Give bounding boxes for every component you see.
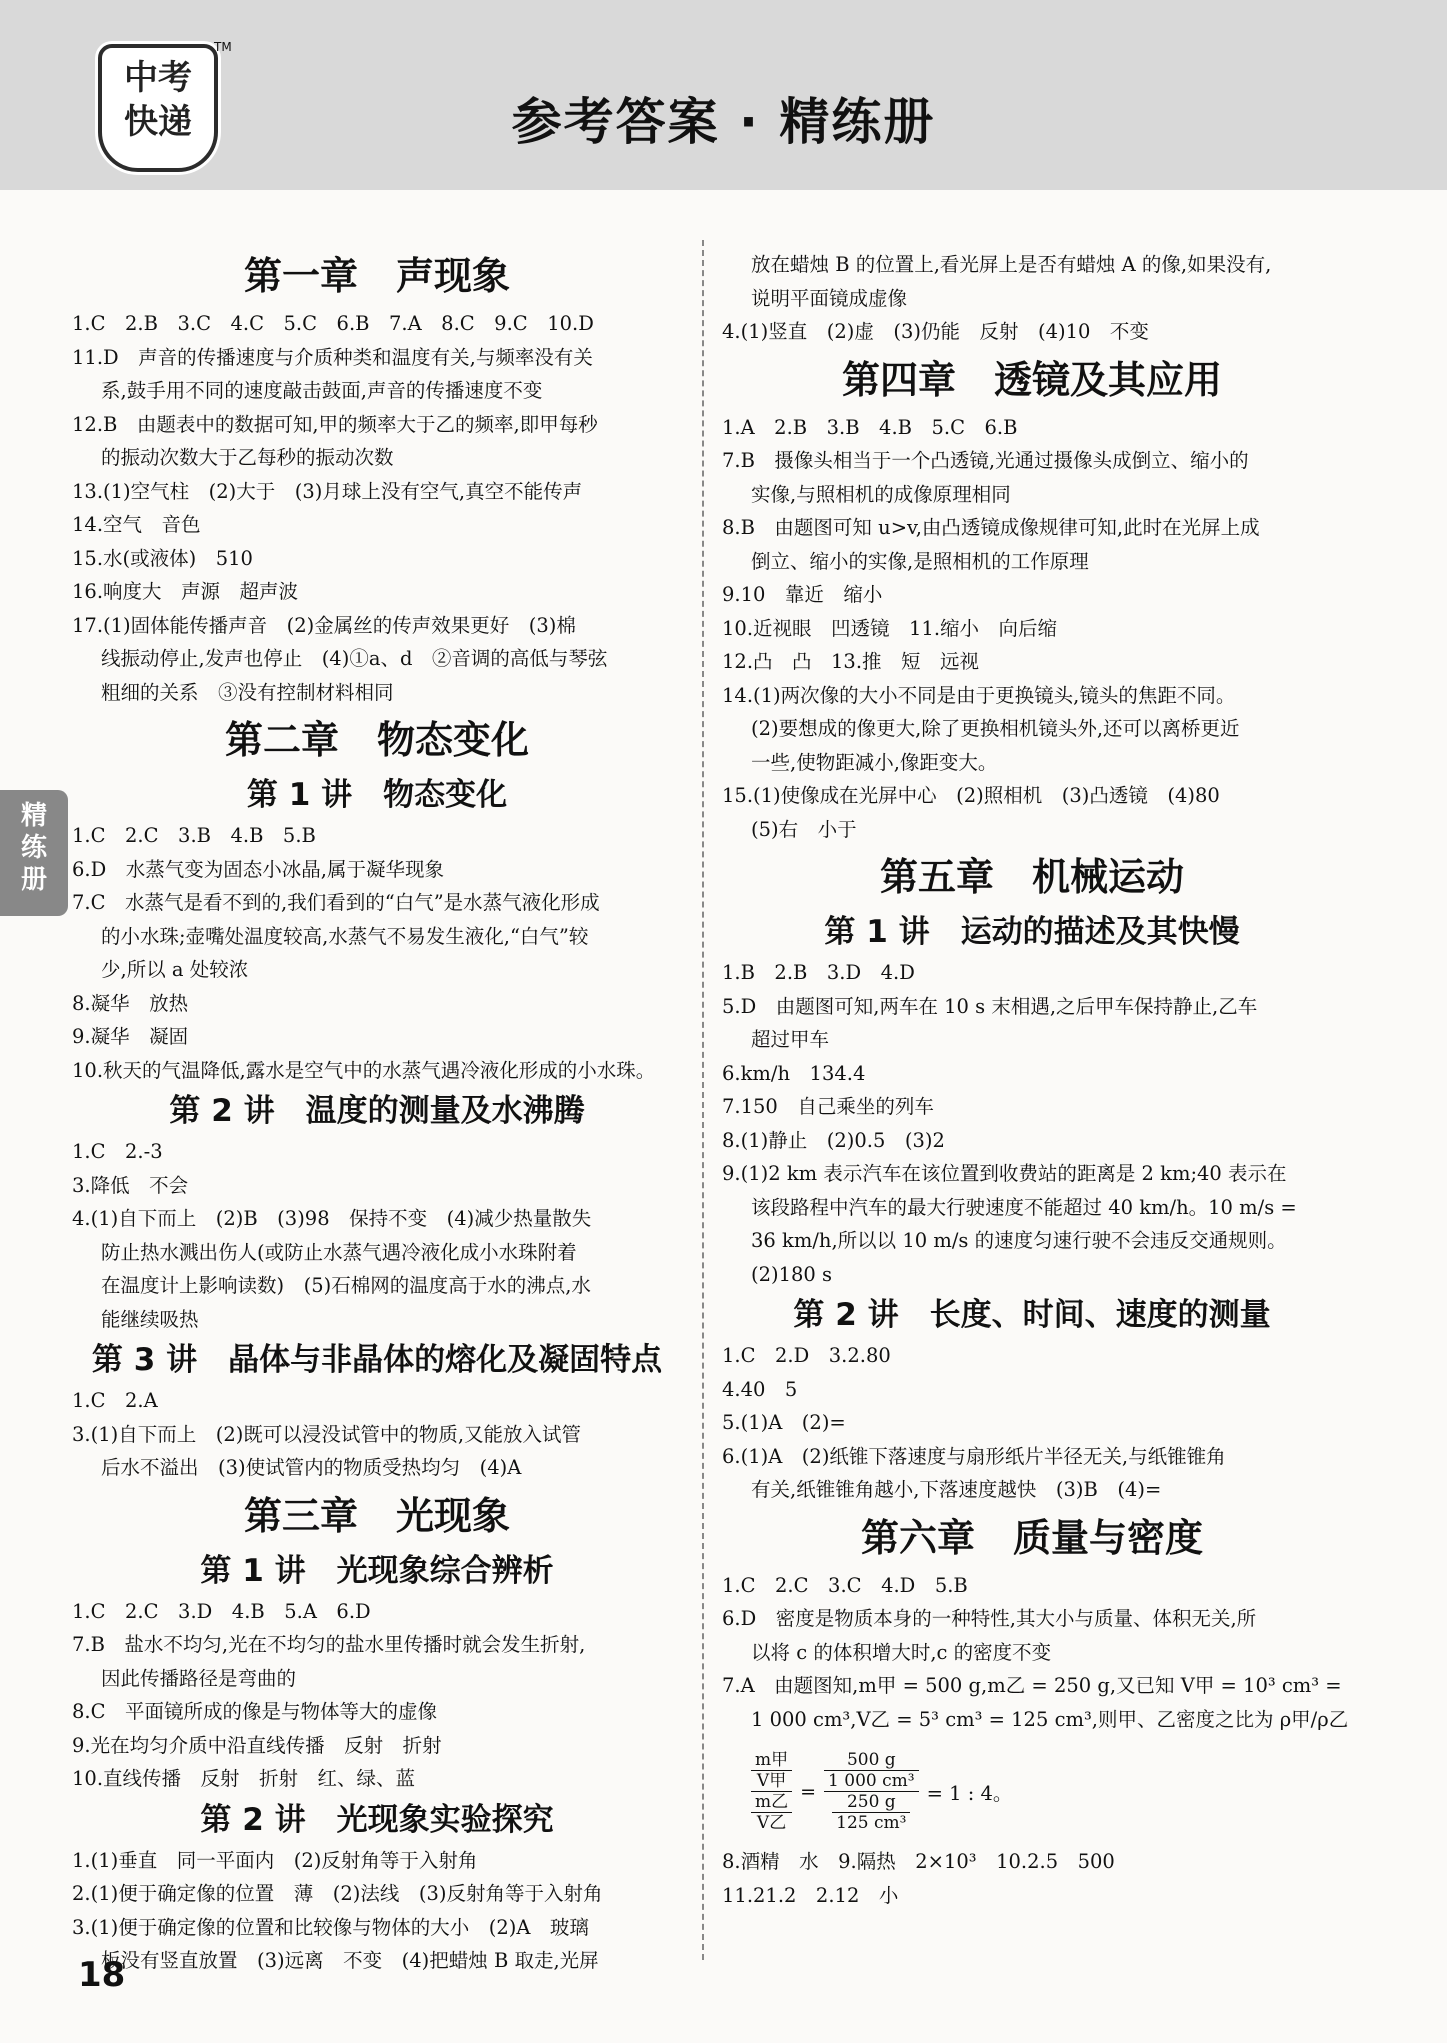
answer-line: (2)要想成的像更大,除了更换相机镜头外,还可以离桥更近 — [751, 717, 1240, 740]
answer-line: 8.(1)静止 (2)0.5 (3)2 — [722, 1128, 945, 1152]
lecture-title: 第 2 讲 光现象实验探究 — [200, 1801, 554, 1838]
chapter-title: 第二章 物态变化 — [224, 718, 529, 762]
density-ratio-formula: $\frac{\frac{\text{m甲}}{\text{V甲}}}{\frac{\text{m乙}}{\text{V乙}}}$ = $\frac{\frac{500 g}{\text{1 000 cm³}}}{\frac{250 g}{\text{125 cm³}}}$ = 1 : 4。 — [722, 1750, 1342, 1833]
mass-yi: m乙 — [751, 1792, 792, 1813]
answer-line: 倒立、缩小的实像,是照相机的工作原理 — [751, 549, 1089, 573]
chapter-title: 第四章 透镜及其应用 — [841, 357, 1222, 402]
answer-line: 17.(1)固体能传播声音 (2)金属丝的传声效果更好 (3)棉 — [72, 613, 576, 637]
answer-list — [72, 307, 682, 709]
answer-line: 有关,纸锥锥角越小,下落速度越快 (3)B (4)= — [751, 1478, 1162, 1501]
answer-line: 14.(1)两次像的大小不同是由于更换镜头,镜头的焦距不同。 — [722, 683, 1236, 707]
logo-text-bottom: 快递 — [124, 102, 192, 142]
answer-line: 的振动次数大于乙每秒的振动次数 — [101, 446, 394, 469]
answer-line: 以将 c 的体积增大时,c 的密度不变 — [751, 1640, 1052, 1664]
answer-line: 1.A 2.B 3.B 4.B 5.C 6.B — [722, 415, 1018, 439]
answer-line: 9.(1)2 km 表示汽车在该位置到收费站的距离是 2 km;40 表示在 — [722, 1162, 1287, 1185]
volume-jia: V甲 — [756, 1771, 787, 1791]
answer-line: 16.响度大 声源 超声波 — [72, 580, 299, 603]
answer-line: 防止热水溅出伤人(或防止水蒸气遇冷液化成小水珠附着 — [101, 1240, 577, 1264]
answer-line: 超过甲车 — [751, 1028, 830, 1051]
value-d2: 125 cm³ — [836, 1813, 907, 1833]
answer-list — [722, 1845, 1342, 1912]
answer-line: 一些,使物距减小,像距变大。 — [751, 750, 998, 774]
lecture-title: 第 1 讲 物态变化 — [246, 777, 508, 813]
lecture-title: 第 1 讲 运动的描述及其快慢 — [824, 914, 1240, 950]
answer-line: 因此传播路径是弯曲的 — [101, 1666, 297, 1690]
column-divider — [702, 240, 704, 1960]
answer-line: 5.(1)A (2)= — [722, 1411, 846, 1434]
answer-line: 1.C 2.C 3.B 4.B 5.B — [72, 824, 316, 847]
ratio-left — [751, 1750, 792, 1833]
answer-line: 3.降低 不会 — [72, 1173, 189, 1197]
answer-line: 15.水(或液体) 510 — [72, 546, 253, 570]
answer-list — [722, 1569, 1349, 1737]
side-tab-jinglian — [0, 790, 68, 916]
answer-line: 4.(1)竖直 (2)虚 (3)仍能 反射 (4)10 不变 — [722, 320, 1149, 343]
right-column — [722, 248, 1349, 1912]
answer-line: 9.光在均匀介质中沿直线传播 反射 折射 — [72, 1733, 442, 1757]
answer-line: 8.B 由题图可知 u>v,由凸透镜成像规律可知,此时在光屏上成 — [722, 516, 1260, 539]
answer-line: 15.(1)使像成在光屏中心 (2)照相机 (3)凸透镜 (4)80 — [722, 784, 1220, 807]
answer-line: 12.凸 凸 13.推 短 远视 — [722, 650, 980, 673]
lecture-title: 第 1 讲 光现象综合辨析 — [200, 1552, 554, 1589]
answer-list — [722, 411, 1342, 847]
answer-list — [722, 956, 1342, 1291]
answer-line: 能继续吸热 — [101, 1307, 199, 1331]
answer-line: 4.40 5 — [722, 1377, 798, 1401]
answer-list — [72, 1135, 682, 1336]
answer-line: 11.21.2 2.12 小 — [722, 1883, 899, 1907]
answer-line: 11.D 声音的传播速度与介质种类和温度有关,与频率没有关 — [72, 345, 593, 369]
trademark-mark: TM — [214, 40, 232, 54]
answer-line: 4.(1)自下而上 (2)B (3)98 保持不变 (4)减少热量散失 — [72, 1207, 592, 1230]
answer-line: 1.C 2.C 3.C 4.D 5.B — [722, 1573, 968, 1597]
page-number: 18 — [78, 1955, 126, 1995]
answer-line: 线振动停止,发声也停止 (4)①a、d ②音调的高低与琴弦 — [101, 647, 608, 670]
value-n2: 250 g — [832, 1792, 910, 1813]
answer-line: 3.(1)自下而上 (2)既可以浸没试管中的物质,又能放入试管 — [72, 1422, 582, 1446]
answer-list — [722, 1339, 1342, 1507]
answer-line: 9.凝华 凝固 — [72, 1025, 189, 1048]
answer-line: 14.空气 音色 — [72, 513, 201, 536]
answer-line: 后水不溢出 (3)使试管内的物质受热均匀 (4)A — [101, 1456, 522, 1479]
chapter-title: 第五章 机械运动 — [879, 855, 1184, 899]
header-banner — [0, 0, 1447, 190]
answer-line: 1.B 2.B 3.D 4.D — [722, 961, 915, 984]
answer-line: (2)180 s — [751, 1262, 833, 1286]
answer-line: 6.D 密度是物质本身的一种特性,其大小与质量、体积无关,所 — [722, 1607, 1257, 1630]
side-tab-char: 册 — [20, 865, 47, 895]
answer-line: 少,所以 a 处较浓 — [101, 958, 249, 981]
lecture-title: 第 2 讲 温度的测量及水沸腾 — [169, 1093, 585, 1129]
answer-line: 36 km/h,所以以 10 m/s 的速度匀速行驶不会违反交通规则。 — [751, 1229, 1287, 1252]
answer-line: 实像,与照相机的成像原理相同 — [751, 482, 1011, 506]
answer-line: 8.凝华 放热 — [72, 991, 189, 1015]
side-tab-char: 精 — [20, 801, 47, 831]
left-column — [72, 245, 682, 1978]
answer-line: 7.A 由题图知,m甲 = 500 g,m乙 = 250 g,又已知 V甲 = 10³ cm³ = — [722, 1674, 1342, 1697]
mass-jia: m甲 — [751, 1750, 792, 1771]
answer-line: 在温度计上影响读数) (5)石棉网的温度高于水的沸点,水 — [101, 1274, 591, 1297]
answer-line: 12.B 由题表中的数据可知,甲的频率大于乙的频率,即甲每秒 — [72, 412, 598, 436]
answer-line: 10.直线传播 反射 折射 红、绿、蓝 — [72, 1767, 416, 1790]
answer-line: 说明平面镜成虚像 — [751, 286, 908, 310]
answer-line: 6.(1)A (2)纸锥下落速度与扇形纸片半径无关,与纸锥锥角 — [722, 1444, 1226, 1468]
answer-line: (5)右 小于 — [751, 817, 857, 841]
value-d1: 1 000 cm³ — [828, 1771, 915, 1791]
lecture-title: 第 2 讲 长度、时间、速度的测量 — [793, 1297, 1271, 1333]
answer-list — [72, 1844, 682, 1978]
answer-line: 粗细的关系 ③没有控制材料相同 — [101, 680, 394, 704]
answer-line: 2.(1)便于确定像的位置 薄 (2)法线 (3)反射角等于入射角 — [72, 1882, 603, 1905]
answer-list — [72, 1595, 682, 1796]
answer-line: 10.秋天的气温降低,露水是空气中的水蒸气遇冷液化形成的小水珠。 — [72, 1058, 656, 1082]
answer-line: 10.近视眼 凹透镜 11.缩小 向后缩 — [722, 616, 1058, 640]
volume-yi: V乙 — [756, 1813, 787, 1833]
answer-list — [722, 248, 1342, 349]
answer-line: 9.10 靠近 缩小 — [722, 583, 883, 606]
ratio-result: = 1 : 4。 — [926, 1781, 1013, 1805]
value-n1: 500 g — [824, 1750, 919, 1771]
answer-line: 板没有竖直放置 (3)远离 不变 (4)把蜡烛 B 取走,光屏 — [101, 1949, 599, 1972]
answer-line: 1 000 cm³,V乙 = 5³ cm³ = 125 cm³,则甲、乙密度之比为 ρ甲/ρ乙 — [751, 1707, 1349, 1731]
chapter-title: 第一章 声现象 — [243, 254, 510, 298]
side-tab-char: 练 — [20, 833, 47, 863]
lecture-title: 第 3 讲 晶体与非晶体的熔化及凝固特点 — [91, 1342, 663, 1378]
answer-line: 1.C 2.C 3.D 4.B 5.A 6.D — [72, 1599, 371, 1623]
answer-line: 1.C 2.-3 — [72, 1140, 163, 1163]
chapter-title: 第六章 质量与密度 — [860, 1515, 1203, 1560]
answer-line: 系,鼓手用不同的速度敲击鼓面,声音的传播速度不变 — [101, 379, 543, 402]
answer-line: 1.C 2.B 3.C 4.C 5.C 6.B 7.A 8.C 9.C 10.D — [72, 312, 594, 335]
answer-line: 7.C 水蒸气是看不到的,我们看到的“白气”是水蒸气液化形成 — [72, 891, 600, 914]
answer-line: 1.C 2.D 3.2.80 — [722, 1344, 891, 1367]
answer-line: 1.(1)垂直 同一平面内 (2)反射角等于入射角 — [72, 1848, 478, 1872]
answer-list — [72, 819, 682, 1087]
ratio-right — [824, 1750, 919, 1833]
answer-line: 7.B 摄像头相当于一个凸透镜,光通过摄像头成倒立、缩小的 — [722, 449, 1249, 472]
answer-line: 13.(1)空气柱 (2)大于 (3)月球上没有空气,真空不能传声 — [72, 479, 583, 503]
answer-line: 1.C 2.A — [72, 1389, 158, 1412]
answer-line: 的小水珠;壶嘴处温度较高,水蒸气不易发生液化,“白气”较 — [101, 924, 589, 948]
answer-line: 6.D 水蒸气变为固态小冰晶,属于凝华现象 — [72, 857, 444, 881]
logo-text-top: 中考 — [124, 58, 192, 98]
answer-line: 7.150 自己乘坐的列车 — [722, 1095, 934, 1118]
answer-list — [72, 1384, 682, 1485]
answer-line: 8.酒精 水 9.隔热 2×10³ 10.2.5 500 — [722, 1850, 1115, 1873]
answer-line: 8.C 平面镜所成的像是与物体等大的虚像 — [72, 1700, 438, 1723]
page-title: 参考答案 · 精练册 — [511, 93, 936, 151]
answer-line: 5.D 由题图可知,两车在 10 s 末相遇,之后甲车保持静止,乙车 — [722, 994, 1258, 1018]
answer-line: 3.(1)便于确定像的位置和比较像与物体的大小 (2)A 玻璃 — [72, 1915, 589, 1939]
answer-line: 该段路程中汽车的最大行驶速度不能超过 40 km/h。10 m/s = — [751, 1195, 1297, 1219]
answer-line: 放在蜡烛 B 的位置上,看光屏上是否有蜡烛 A 的像,如果没有, — [751, 253, 1272, 276]
answer-line: 6.km/h 134.4 — [722, 1061, 866, 1085]
answer-line: 7.B 盐水不均匀,光在不均匀的盐水里传播时就会发生折射, — [72, 1633, 586, 1656]
chapter-title: 第三章 光现象 — [243, 1493, 510, 1538]
